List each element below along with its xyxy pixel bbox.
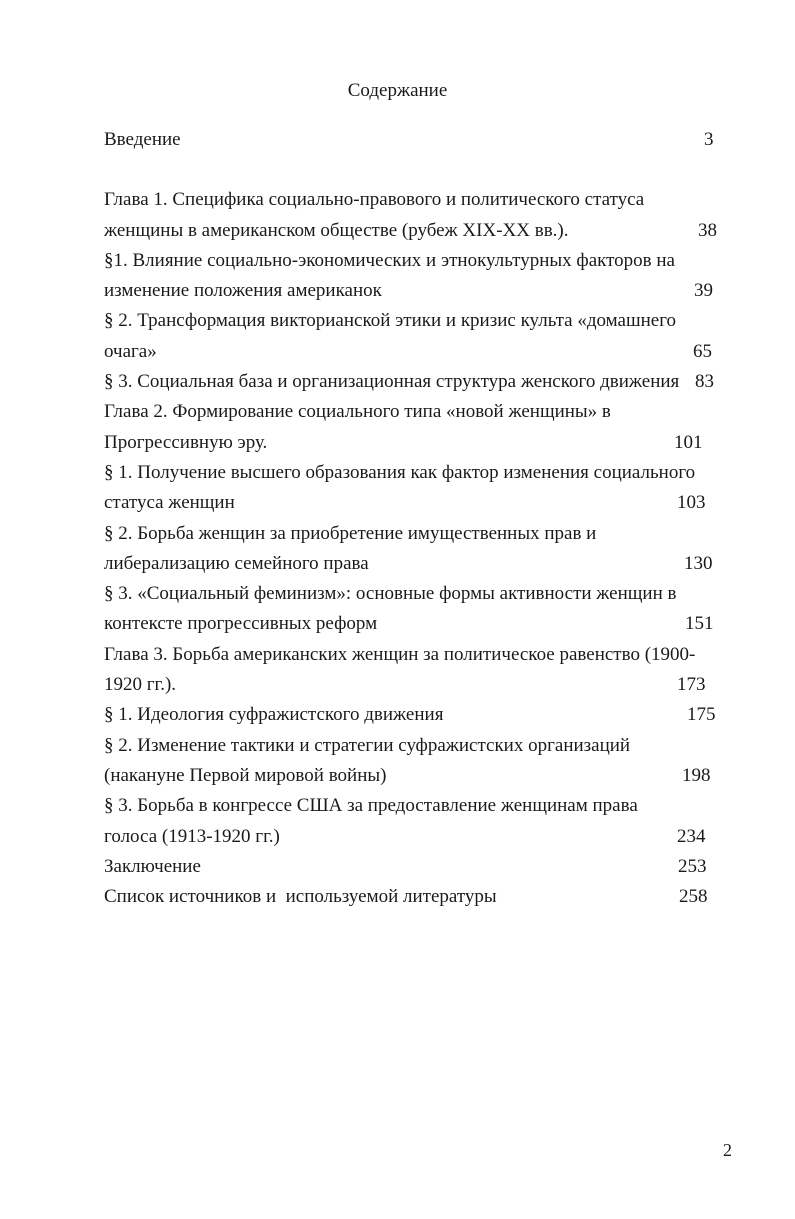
toc-entry-chapter-3: [104, 640, 717, 670]
toc-page-number: 39: [694, 280, 713, 302]
toc-entry-chapter-2-section-2-cont: [104, 549, 717, 579]
toc-entry-chapter-3-section-3: [104, 791, 717, 821]
toc-page-number: 65: [693, 340, 712, 362]
toc-entry-text: контексте прогрессивных реформ: [104, 613, 378, 635]
toc-entry-text: либерализацию семейного права: [104, 552, 369, 574]
toc-entry-text: § 1. Идеология суфражистского движения: [104, 704, 444, 726]
toc-entry-chapter-1-section-1: [104, 246, 717, 276]
toc-entry-text: § 3. Социальная база и организационная структура женского движения: [104, 371, 680, 393]
toc-page-number: 253: [678, 855, 707, 877]
toc-entry-text: Глава 1. Специфика социально-правового и политического статуса: [104, 189, 645, 211]
toc-entry-text: § 3. «Социальный феминизм»: основные формы активности женщин в: [104, 583, 677, 605]
toc-entry-chapter-3-section-1: [104, 700, 717, 730]
toc-page-number: 198: [682, 764, 711, 786]
toc-entry-text: голоса (1913-1920 гг.): [104, 825, 280, 847]
toc-spacer: [104, 155, 717, 185]
toc-entry-chapter-2-section-2: [104, 519, 717, 549]
toc-entry-chapter-2-cont: [104, 428, 717, 458]
toc-entry-chapter-3-section-2: [104, 731, 717, 761]
toc-entry-chapter-2-section-1: [104, 458, 717, 488]
toc-page-number: 258: [679, 886, 708, 908]
page-title: Содержание: [347, 80, 448, 101]
toc-entry-text: §1. Влияние социально-экономических и этнокультурных факторов на: [104, 249, 675, 271]
toc-entry-chapter-1-section-1-cont: [104, 276, 717, 306]
toc-entry-chapter-1: [104, 185, 717, 215]
toc-entry-chapter-2-section-1-cont: [104, 488, 717, 518]
toc-entry-text: § 3. Борьба в конгрессе США за предоставление женщинам права: [104, 795, 638, 817]
toc-entry-text: Глава 2. Формирование социального типа «новой женщины» в: [104, 401, 611, 423]
toc-page-number: 83: [695, 371, 714, 393]
toc-entry-text: Глава 3. Борьба американских женщин за политическое равенство (1900-: [104, 643, 696, 665]
toc-entry-sources: [104, 882, 717, 912]
toc-entry-text: § 1. Получение высшего образования как фактор изменения социального: [104, 461, 696, 483]
toc-page-number: 130: [684, 552, 713, 574]
toc-entry-chapter-1-section-3: [104, 367, 717, 397]
toc-entry-text: статуса женщин: [104, 492, 235, 514]
toc-entry-text: изменение положения американок: [104, 280, 382, 302]
toc-page-number: 173: [677, 674, 706, 696]
toc-entry-conclusion: [104, 852, 717, 882]
toc-page-number: 101: [674, 431, 703, 453]
toc-page-number: 38: [698, 219, 717, 241]
table-of-contents: [104, 125, 717, 912]
toc-entry-text: Список источников и используемой литературы: [104, 886, 497, 908]
toc-entry-chapter-1-section-2: [104, 306, 717, 336]
toc-entry-chapter-3-section-3-cont: [104, 822, 717, 852]
toc-page-number: 234: [677, 825, 706, 847]
toc-entry-chapter-3-section-2-cont: [104, 761, 717, 791]
page-number: 2: [723, 1140, 732, 1160]
toc-entry-chapter-1-section-2-cont: [104, 337, 717, 367]
toc-entry-text: 1920 гг.).: [104, 674, 177, 696]
toc-entry-text: (накануне Первой мировой войны): [104, 764, 387, 786]
toc-entry-chapter-2-section-3-cont: [104, 609, 717, 639]
toc-entry-chapter-3-cont: [104, 670, 717, 700]
toc-entry-text: Заключение: [104, 855, 201, 877]
toc-entry-text: § 2. Трансформация викторианской этики и кризис культа «домашнего: [104, 310, 677, 332]
toc-entry-introduction: [104, 125, 717, 155]
toc-entry-text: § 2. Изменение тактики и стратегии суфражистских организаций: [104, 734, 631, 756]
toc-page-number: 3: [704, 129, 714, 150]
toc-page-number: 151: [685, 613, 714, 635]
toc-entry-text: очага»: [104, 340, 157, 362]
toc-entry-text: женщины в американском обществе (рубеж XIX-XX вв.).: [104, 219, 569, 241]
toc-entry-chapter-2: [104, 397, 717, 427]
toc-entry-chapter-2-section-3: [104, 579, 717, 609]
toc-page-number: 175: [687, 704, 716, 726]
toc-entry-text: Прогрессивную эру.: [104, 431, 268, 453]
toc-entry-chapter-1-cont: [104, 216, 717, 246]
toc-page-number: 103: [677, 492, 706, 514]
toc-entry-text: Введение: [104, 129, 181, 150]
toc-entry-text: § 2. Борьба женщин за приобретение имущественных прав и: [104, 522, 597, 544]
